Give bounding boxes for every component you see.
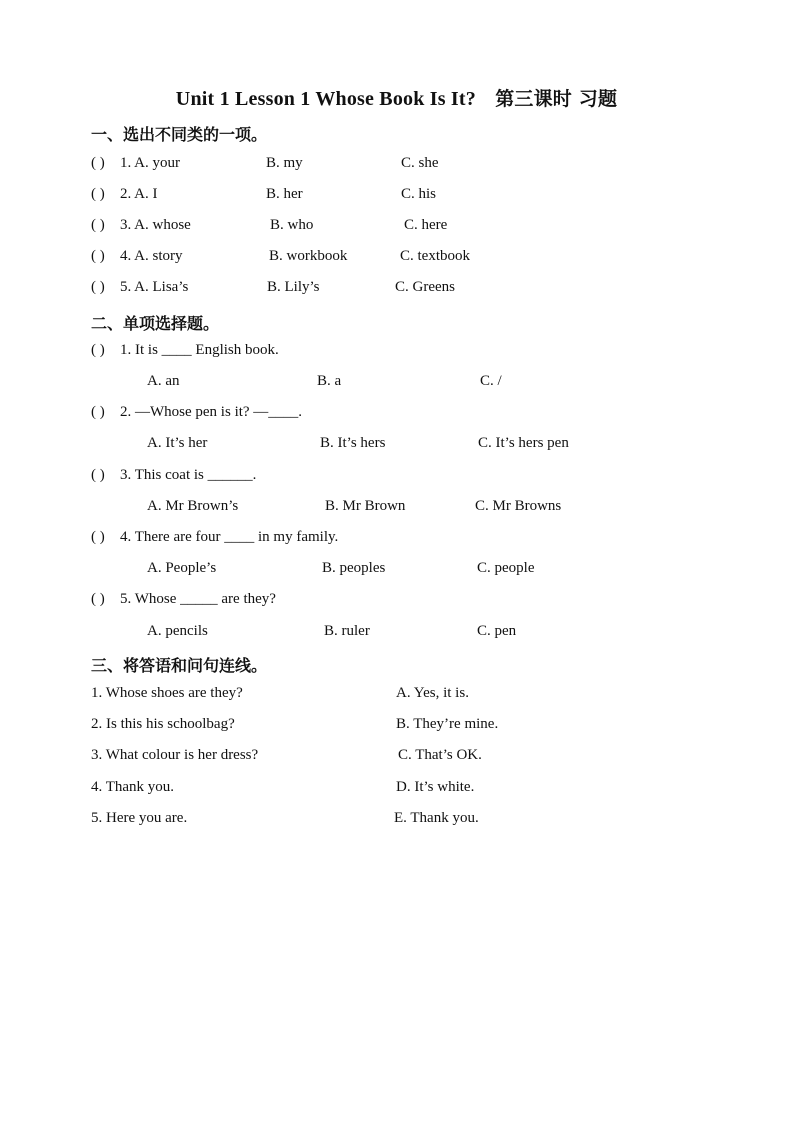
question-text: 4. A. story bbox=[120, 248, 183, 264]
answer-parenthesis: ( ) bbox=[91, 248, 105, 264]
section-2-heading: 二、单项选择题。 bbox=[91, 314, 220, 333]
option-b: B. workbook bbox=[269, 248, 348, 264]
option-a: A. pencils bbox=[147, 623, 208, 639]
answer-right: D. It’s white. bbox=[396, 779, 475, 795]
title-chinese: 第三课时 习题 bbox=[495, 88, 618, 110]
option-c: C. pen bbox=[477, 623, 517, 639]
answer-right: E. Thank you. bbox=[394, 810, 479, 826]
option-c: C. textbook bbox=[400, 248, 470, 264]
page-title bbox=[0, 84, 793, 111]
question-text: 1. A. your bbox=[120, 155, 180, 171]
question-text: 3. A. whose bbox=[120, 217, 191, 233]
answer-parenthesis: ( ) bbox=[91, 155, 105, 171]
answer-parenthesis: ( ) bbox=[91, 279, 105, 295]
question-text: 1. It is ____ English book. bbox=[120, 342, 279, 358]
option-a: A. People’s bbox=[147, 560, 217, 576]
question-left: 4. Thank you. bbox=[91, 779, 175, 795]
section-1-heading: 一、选出不同类的一项。 bbox=[91, 125, 268, 144]
question-text: 2. A. I bbox=[120, 186, 158, 202]
option-c: C. people bbox=[477, 560, 535, 576]
answer-right: B. They’re mine. bbox=[396, 716, 499, 732]
option-b: B. who bbox=[270, 217, 314, 233]
option-b: B. Mr Brown bbox=[325, 498, 406, 514]
answer-parenthesis: ( ) bbox=[91, 342, 105, 358]
option-b: B. Lily’s bbox=[267, 279, 320, 295]
option-c: C. his bbox=[401, 186, 437, 202]
option-c: C. Greens bbox=[395, 279, 455, 295]
question-left: 5. Here you are. bbox=[91, 810, 188, 826]
question-text: 4. There are four ____ in my family. bbox=[120, 529, 339, 545]
answer-parenthesis: ( ) bbox=[91, 529, 105, 545]
option-c: C. / bbox=[480, 373, 502, 389]
question-text: 2. —Whose pen is it? —____. bbox=[120, 404, 303, 420]
section-3-heading: 三、将答语和问句连线。 bbox=[91, 656, 268, 675]
option-a: A. Mr Brown’s bbox=[147, 498, 239, 514]
option-a: A. It’s her bbox=[147, 435, 208, 451]
question-left: 2. Is this his schoolbag? bbox=[91, 716, 235, 732]
answer-right: C. That’s OK. bbox=[398, 747, 482, 763]
question-left: 3. What colour is her dress? bbox=[91, 747, 259, 763]
option-b: B. her bbox=[266, 186, 303, 202]
option-b: B. a bbox=[317, 373, 342, 389]
option-c: C. It’s hers pen bbox=[478, 435, 569, 451]
option-a: A. an bbox=[147, 373, 180, 389]
option-b: B. my bbox=[266, 155, 303, 171]
option-b: B. peoples bbox=[322, 560, 386, 576]
question-text: 5. A. Lisa’s bbox=[120, 279, 189, 295]
answer-parenthesis: ( ) bbox=[91, 404, 105, 420]
question-text: 5. Whose _____ are they? bbox=[120, 591, 276, 607]
answer-right: A. Yes, it is. bbox=[396, 685, 469, 701]
title-english: Unit 1 Lesson 1 Whose Book Is It? bbox=[175, 88, 476, 110]
option-c: C. here bbox=[404, 217, 448, 233]
option-c: C. she bbox=[401, 155, 439, 171]
answer-parenthesis: ( ) bbox=[91, 591, 105, 607]
question-left: 1. Whose shoes are they? bbox=[91, 685, 243, 701]
option-b: B. ruler bbox=[324, 623, 370, 639]
answer-parenthesis: ( ) bbox=[91, 217, 105, 233]
answer-parenthesis: ( ) bbox=[91, 186, 105, 202]
question-text: 3. This coat is ______. bbox=[120, 467, 257, 483]
answer-parenthesis: ( ) bbox=[91, 467, 105, 483]
option-c: C. Mr Browns bbox=[475, 498, 562, 514]
option-b: B. It’s hers bbox=[320, 435, 386, 451]
